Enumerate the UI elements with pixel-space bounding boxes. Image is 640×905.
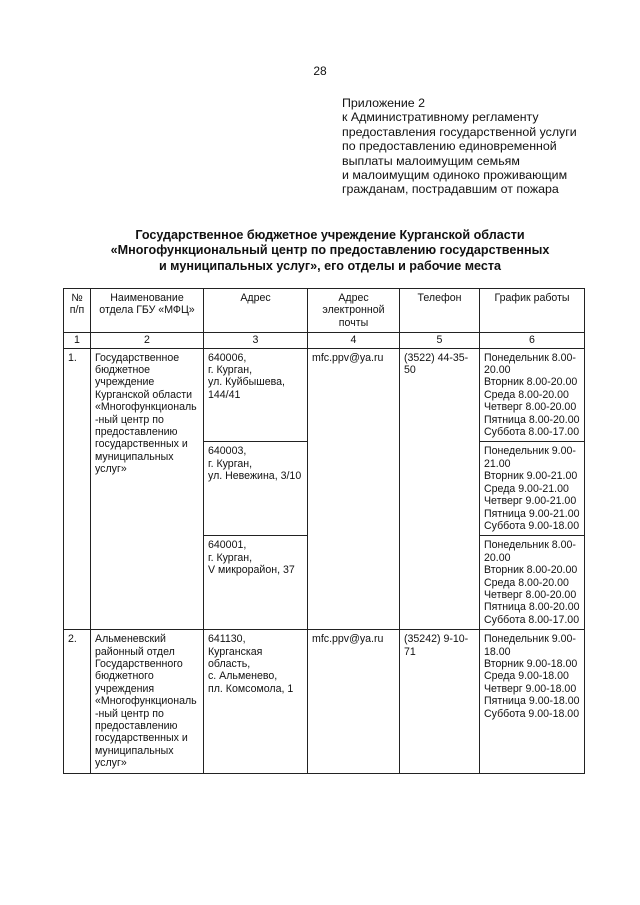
row-number: 2. (64, 630, 91, 773)
office-schedule: Понедельник 9.00- 18.00 Вторник 9.00-18.00 Среда 9.00-18.00 Четверг 9.00-18.00 Пятница 9.00-18.00 Суббота 9.00-18.00 (480, 630, 585, 773)
office-schedule: Понедельник 8.00- 20.00 Вторник 8.00-20.00 Среда 8.00-20.00 Четверг 8.00-20.00 Пятница 8.00-20.00 Суббота 8.00-17.00 (480, 348, 585, 442)
header-address: Адрес (204, 289, 308, 333)
column-number: 4 (308, 333, 400, 348)
office-address: 640001, г. Курган, V микрорайон, 37 (204, 536, 308, 630)
table-row (64, 630, 585, 773)
appendix-line: по предоставлению единовременной (342, 139, 557, 154)
appendix-line: предоставления государственной услуги (342, 124, 577, 139)
header-email: Адрес электронной почты (308, 289, 400, 333)
office-email: mfc.ppv@ya.ru (308, 630, 400, 773)
office-schedule: Понедельник 9.00- 21.00 Вторник 9.00-21.00 Среда 9.00-21.00 Четверг 9.00-21.00 Пятница 9.00-21.00 Суббота 9.00-18.00 (480, 442, 585, 536)
office-schedule: Понедельник 8.00- 20.00 Вторник 8.00-20.00 Среда 8.00-20.00 Четверг 8.00-20.00 Пятница 8.00-20.00 Суббота 8.00-17.00 (480, 536, 585, 630)
header-schedule: График работы (480, 289, 585, 333)
table-header-row (64, 289, 585, 333)
office-name: Альменевский районный отдел Государственного бюджетного учреждения «Многофункциональ -ный центр по предоставлению государственных и муниципальных услуг» (91, 630, 204, 773)
column-number: 6 (480, 333, 585, 348)
row-number: 1. (64, 348, 91, 630)
office-phone: (35242) 9-10- 71 (400, 630, 480, 773)
table-row (64, 348, 585, 442)
column-number: 1 (64, 333, 91, 348)
column-number: 5 (400, 333, 480, 348)
heading-line: Государственное бюджетное учреждение Курганской области (135, 228, 525, 242)
office-address: 640006, г. Курган, ул. Куйбышева, 144/41 (204, 348, 308, 442)
appendix-line: выплаты малоимущим семьям (342, 153, 520, 168)
heading-line: и муниципальных услуг», его отделы и рабочие места (158, 258, 502, 273)
heading-line: «Многофункциональный центр по предоставлению государственных (110, 243, 550, 258)
column-number: 2 (91, 333, 204, 348)
document-heading (60, 228, 600, 274)
office-address: 641130, Курганская область, с. Альменево, пл. Комсомола, 1 (204, 630, 308, 773)
header-name: Наименование отдела ГБУ «МФЦ» (91, 289, 204, 333)
office-address: 640003, г. Курган, ул. Невежина, 3/10 (204, 442, 308, 536)
header-phone: Телефон (400, 289, 480, 333)
header-number: № п/п (64, 289, 91, 333)
appendix-block (342, 96, 612, 197)
office-name: Государственное бюджетное учреждение Курганской области «Многофункциональ -ный центр по предоставлению государственных и муниципальных услуг» (91, 348, 204, 630)
appendix-line: Приложение 2 (342, 96, 426, 110)
offices-table (63, 288, 585, 774)
office-email: mfc.ppv@ya.ru (308, 348, 400, 630)
page-number: 28 (313, 64, 327, 78)
appendix-line: и малоимущим одиноко проживающим (342, 168, 568, 183)
appendix-line: к Административному регламенту (342, 110, 539, 125)
column-number-row (64, 333, 585, 348)
office-phone: (3522) 44-35- 50 (400, 348, 480, 630)
appendix-line: гражданам, пострадавшим от пожара (342, 182, 559, 197)
column-number: 3 (204, 333, 308, 348)
